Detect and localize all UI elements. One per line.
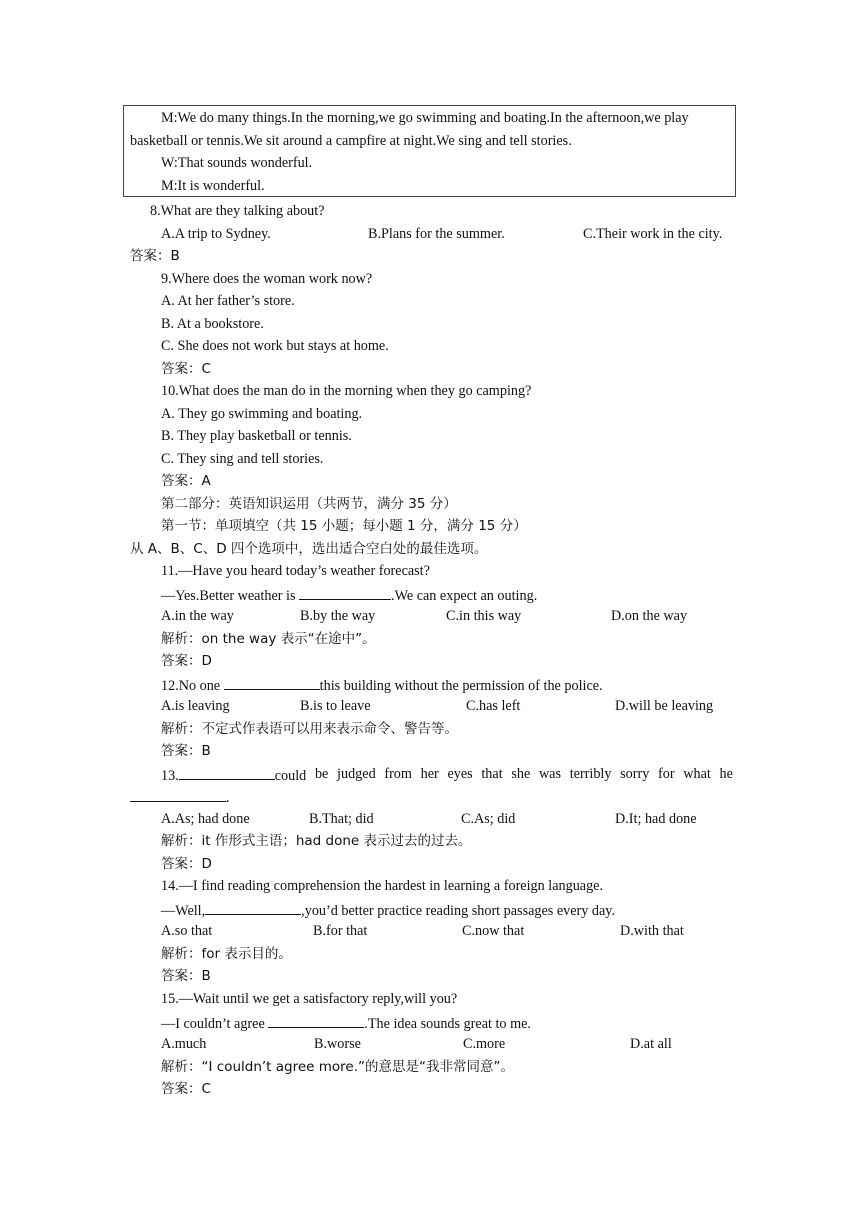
q13-word: she xyxy=(511,766,531,782)
q14-analysis: 解析：for 表示目的。 xyxy=(161,946,292,962)
answer-blank xyxy=(299,585,391,600)
q15-option-b: B.worse xyxy=(314,1036,361,1052)
question-9-stem: 9.Where does the woman work now? xyxy=(161,271,373,287)
answer-blank xyxy=(205,900,301,915)
question-10-stem: 10.What does the man do in the morning when they go camping? xyxy=(161,383,532,399)
q15-analysis: 解析：“I couldn’t agree more.”的意思是“我非常同意”。 xyxy=(161,1059,514,1075)
answer-blank xyxy=(179,765,275,780)
q14-text-before-blank: —Well, xyxy=(161,903,206,919)
q13-word: her xyxy=(420,766,439,782)
q8-option-c: C.Their work in the city. xyxy=(583,226,723,242)
q13-word: for xyxy=(658,766,675,782)
q10-option-c: C. They sing and tell stories. xyxy=(161,451,324,467)
q13-option-b: B.That; did xyxy=(309,811,374,827)
q9-option-c: C. She does not work but stays at home. xyxy=(161,338,389,354)
q13-word: he xyxy=(719,766,733,782)
q12-analysis: 解析：不定式作表语可以用来表示命令、警告等。 xyxy=(161,721,458,737)
q13-word: be xyxy=(314,766,329,782)
q14-option-b: B.for that xyxy=(313,923,368,939)
q12-option-c: C.has left xyxy=(466,698,521,714)
q13-word: could xyxy=(274,768,307,784)
q13-word: what xyxy=(683,766,711,782)
q11-option-d: D.on the way xyxy=(611,608,688,624)
dialogue-line: basketball or tennis.We sit around a campfire at night.We sing and tell stories. xyxy=(130,133,572,149)
q10-option-b: B. They play basketball or tennis. xyxy=(161,428,352,444)
q14-option-d: D.with that xyxy=(620,923,684,939)
q13-word: that xyxy=(481,766,503,782)
q13-word: eyes xyxy=(447,766,473,782)
q15-text-after-blank: .The idea sounds great to me. xyxy=(364,1016,531,1032)
q15-answer: 答案：C xyxy=(161,1081,211,1097)
dialogue-line: M:We do many things.In the morning,we go swimming and boating.In the afternoon,we play xyxy=(161,110,689,126)
q11-answer: 答案：D xyxy=(161,653,212,669)
q12-option-d: D.will be leaving xyxy=(615,698,714,714)
question-13-line2 xyxy=(130,787,230,807)
dialogue-line: M:It is wonderful. xyxy=(161,178,265,194)
section-instruction: 从 A、B、C、D 四个选项中，选出适合空白处的最佳选项。 xyxy=(130,541,488,557)
q8-answer: 答案：B xyxy=(130,248,180,264)
q8-option-b: B.Plans for the summer. xyxy=(368,226,505,242)
q13-word: was xyxy=(538,766,562,782)
q13-option-a: A.As; had done xyxy=(161,811,250,827)
q12-text-after-blank: this building without the permission of the police. xyxy=(319,678,603,694)
dialogue-line: W:That sounds wonderful. xyxy=(161,155,313,171)
q11-option-a: A.in the way xyxy=(161,608,234,624)
q13-word: terribly xyxy=(569,766,612,782)
question-8-stem: 8.What are they talking about? xyxy=(150,203,325,219)
q13-answer: 答案：D xyxy=(161,856,212,872)
q12-option-a: A.is leaving xyxy=(161,698,230,714)
question-14-line2 xyxy=(161,900,615,920)
q11-text-after-blank: .We can expect an outing. xyxy=(391,588,538,604)
answer-blank xyxy=(130,787,226,802)
q13-number-and-blank xyxy=(161,765,306,785)
q12-answer: 答案：B xyxy=(161,743,211,759)
q13-number: 13. xyxy=(161,768,179,784)
q14-text-after-blank: ,you’d better practice reading short passages every day. xyxy=(301,903,616,919)
part-two-heading: 第二部分：英语知识运用（共两节，满分 35 分） xyxy=(161,496,457,512)
question-12-stem xyxy=(161,675,603,695)
q13-word: judged xyxy=(337,766,376,782)
q15-option-c: C.more xyxy=(463,1036,506,1052)
q13-analysis: 解析：it 作形式主语；had done 表示过去的过去。 xyxy=(161,833,472,849)
q12-option-b: B.is to leave xyxy=(300,698,371,714)
section-one-heading: 第一节：单项填空（共 15 小题；每小题 1 分，满分 15 分） xyxy=(161,518,527,534)
q14-option-a: A.so that xyxy=(161,923,213,939)
q13-word: from xyxy=(384,766,412,782)
q9-answer: 答案：C xyxy=(161,361,211,377)
question-11-line2 xyxy=(161,585,537,605)
q11-text-before-blank: —Yes.Better weather is xyxy=(161,588,300,604)
q15-option-a: A.much xyxy=(161,1036,207,1052)
q10-answer: 答案：A xyxy=(161,473,211,489)
question-15-line2 xyxy=(161,1013,531,1033)
answer-blank xyxy=(224,675,320,690)
q9-option-b: B. At a bookstore. xyxy=(161,316,264,332)
q13-option-d: D.It; had done xyxy=(615,811,697,827)
question-14-line1: 14.—I find reading comprehension the hardest in learning a foreign language. xyxy=(161,878,604,894)
q14-answer: 答案：B xyxy=(161,968,211,984)
question-13-line1 xyxy=(161,765,733,785)
q12-text-before-blank: 12.No one xyxy=(161,678,224,694)
question-11-line1: 11.—Have you heard today’s weather forecast? xyxy=(161,563,430,579)
q8-option-a: A.A trip to Sydney. xyxy=(161,226,271,242)
q15-option-d: D.at all xyxy=(630,1036,672,1052)
q11-analysis: 解析：on the way 表示“在途中”。 xyxy=(161,631,376,647)
question-15-line1: 15.—Wait until we get a satisfactory reply,will you? xyxy=(161,991,458,1007)
q9-option-a: A. At her father’s store. xyxy=(161,293,295,309)
q13-option-c: C.As; did xyxy=(461,811,516,827)
q11-option-b: B.by the way xyxy=(300,608,376,624)
q14-option-c: C.now that xyxy=(462,923,525,939)
q13-word: sorry xyxy=(620,766,650,782)
answer-blank xyxy=(268,1013,364,1028)
q10-option-a: A. They go swimming and boating. xyxy=(161,406,363,422)
q15-text-before-blank: —I couldn’t agree xyxy=(161,1016,269,1032)
q11-option-c: C.in this way xyxy=(446,608,522,624)
q13-end-period: . xyxy=(226,790,230,806)
